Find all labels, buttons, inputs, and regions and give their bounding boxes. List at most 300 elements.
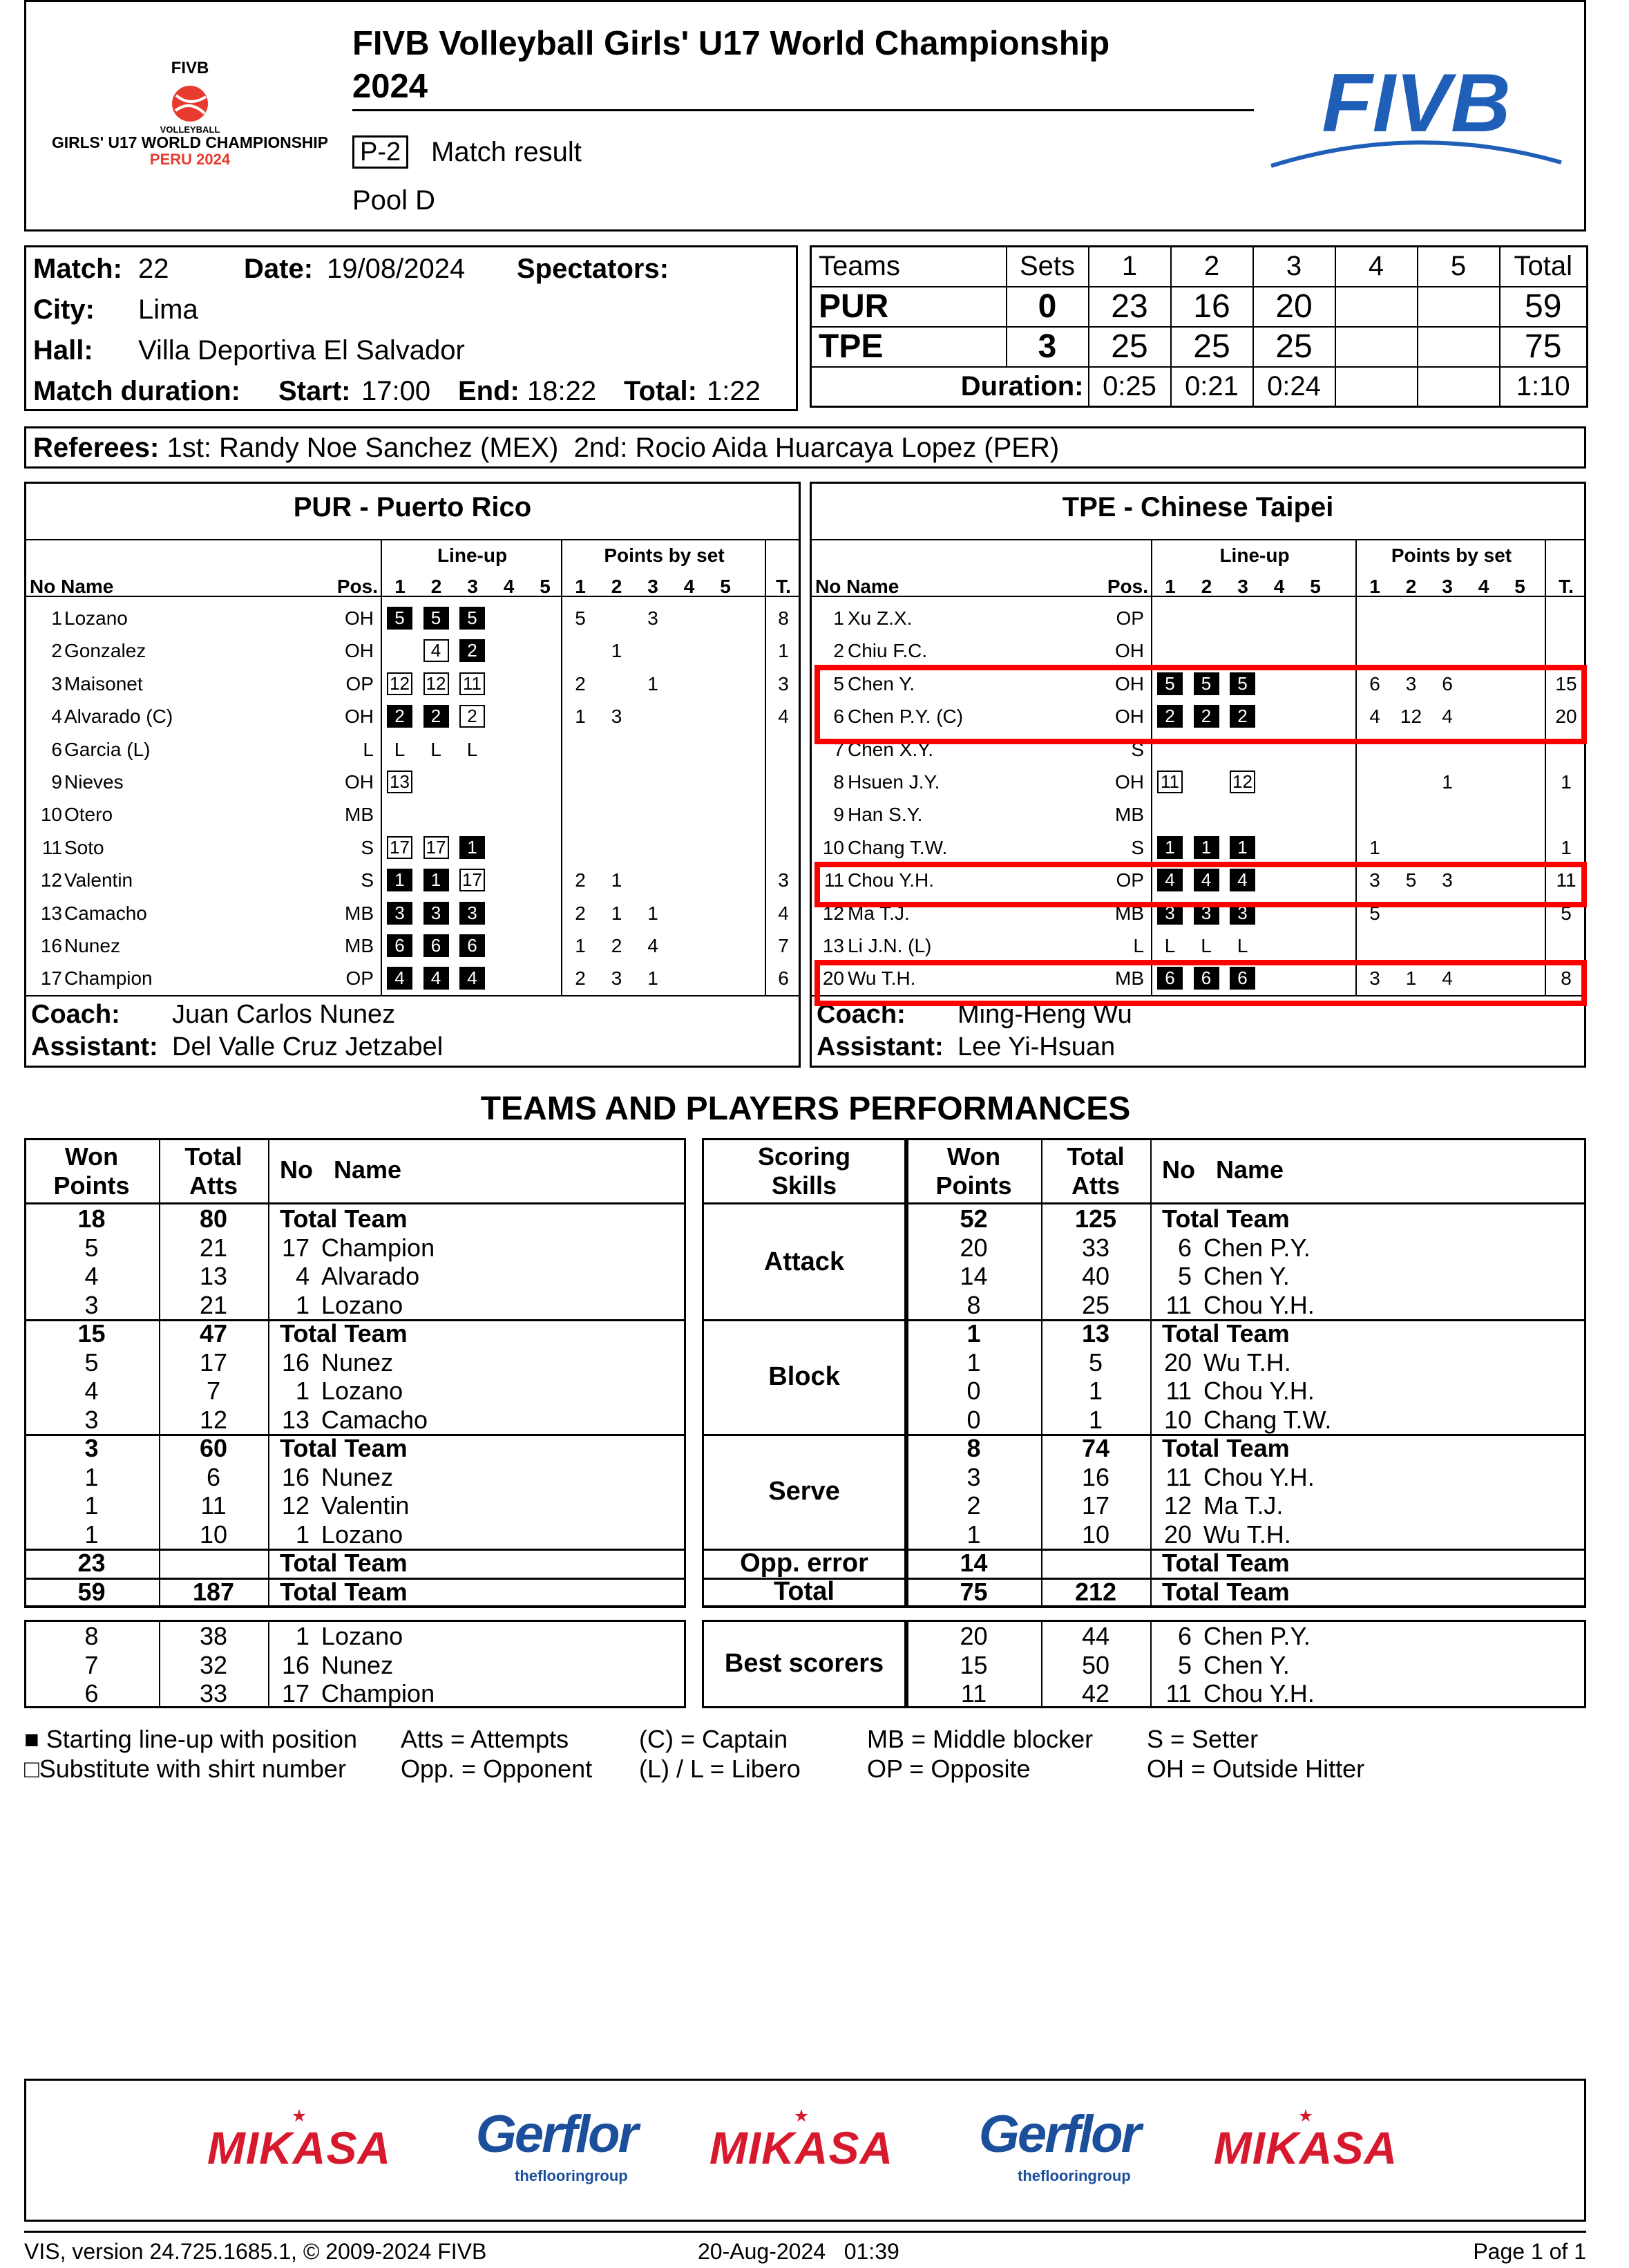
won-points: 20 [960,1233,988,1262]
total-team-label: Total Team [1162,1319,1290,1348]
player-position: OH [345,607,374,629]
left-atts-header-line2: Atts [189,1171,238,1200]
lineup-substitute: 17 [387,836,412,859]
perf-player-number: 10 [1163,1405,1192,1434]
player-position: OH [1115,640,1144,662]
lineup-set-header-2: 2 [430,576,442,597]
referees [33,428,1059,467]
player-position: MB [1115,967,1144,990]
player-number: 9 [833,804,844,826]
player-name: Wu T.H. [848,967,916,990]
lineup-set-header-4: 4 [503,576,515,597]
points-set-2: 1 [1405,967,1417,990]
player-number: 11 [823,869,844,891]
player-position: S [1131,836,1144,858]
score-team: PUR [811,287,1007,327]
perf-player-number: 6 [1177,1233,1192,1262]
best-won-points: 11 [960,1679,987,1708]
skills-header-line1: Scoring [757,1142,850,1171]
score-set1: 23 [1089,287,1171,327]
player-row [24,929,801,962]
player-name: Soto [64,836,104,858]
legend-item: Atts = Attempts [401,1725,569,1753]
mikasa-logo: MIKASA [1213,2122,1398,2173]
lineup-start-position: 2 [1157,705,1183,728]
points-set-2: 3 [611,706,622,728]
perf-player-number: 4 [295,1262,309,1290]
lineup-start-position: 6 [423,934,449,957]
player-row [810,602,1586,634]
total-attempts: 60 [199,1434,228,1462]
points-set-header-1: 1 [1369,576,1380,597]
gerflor-tagline: theflooringroup [515,2167,628,2184]
player-number: 9 [51,771,62,793]
start-value: 17:00 [361,376,431,406]
player-total: 1 [1561,836,1572,858]
points-set-1: 1 [1369,836,1380,858]
assistant-label: Assistant: [31,1032,158,1061]
score-header-set5: 5 [1418,247,1500,287]
perf-player-name: Wu T.H. [1203,1520,1291,1549]
player-number: 7 [833,738,844,760]
points-set-1: 6 [1369,672,1380,694]
duration-set1: 0:25 [1089,367,1171,407]
lineup-start-position: 6 [1194,967,1219,990]
score-set4 [1335,287,1418,327]
lineup-libero: L [394,738,406,760]
perf-divider [702,1434,906,1436]
end-label: End: [458,376,520,406]
player-name: Chen Y. [848,672,915,694]
gerflor-logo: Gerflor [475,2105,637,2164]
score-sets: 3 [1007,327,1089,367]
score-header-set4: 4 [1335,247,1418,287]
perf-divider [702,1202,906,1204]
total-team-label: Total Team [280,1577,408,1606]
coach-name: Juan Carlos Nunez [172,1000,396,1029]
player-total: 15 [1555,672,1577,694]
best-attempts: 44 [1081,1622,1110,1650]
lineup-start-position: 4 [1230,869,1255,891]
assistant-name: Lee Yi-Hsuan [958,1032,1116,1061]
won-points: 23 [77,1549,106,1577]
player-number: 12 [822,902,844,924]
points-set-header-1: 1 [575,576,586,597]
duration-label: Duration: [811,367,1089,407]
coach-label: Coach: [31,1000,120,1029]
lineup-start-position: 2 [1194,705,1219,728]
pos-header: Pos. [336,576,378,597]
lineup-set-header-3: 3 [467,576,478,597]
player-name: Maisonet [64,672,143,694]
total-header: T. [1559,576,1574,597]
skills-header-line2: Skills [771,1171,837,1200]
no-name-header: No Name [30,576,114,597]
won-points: 75 [960,1577,988,1606]
player-number: 10 [822,836,844,858]
perf-player-name: Chang T.W. [1203,1405,1332,1434]
lineup-substitute: 4 [423,639,449,662]
total-attempts: 125 [1074,1204,1117,1233]
title-line1: FIVB Volleyball Girls' U17 World Championship [352,25,1110,62]
perf-player-name: Chen P.Y. [1203,1233,1311,1262]
perf-player-number: 12 [281,1491,309,1520]
total-attempts: 80 [199,1204,228,1233]
player-name: Chen X.Y. [848,738,934,760]
lineup-start-position: 6 [1157,967,1183,990]
total-team-label: Total Team [1162,1434,1290,1462]
lineup-start-position: 5 [459,607,485,630]
skill-label: Block [768,1362,840,1391]
player-total: 4 [778,902,789,924]
lineup-start-position: 2 [1230,705,1255,728]
player-number: 20 [822,967,844,990]
lineup-start-position: 3 [1194,902,1219,925]
total-team-label: Total Team [280,1204,408,1233]
right-atts-header-line2: Atts [1071,1171,1120,1200]
points-set-3: 3 [647,607,658,629]
player-position: S [361,869,374,891]
player-row [24,897,801,929]
total-attempts: 47 [199,1319,228,1348]
event-logo-line1: VOLLEYBALL [160,124,220,135]
legend-item: ■ Starting line-up with position [24,1725,357,1753]
player-row [24,733,801,766]
skill-label: Attack [763,1247,845,1276]
best-attempts: 33 [199,1679,228,1708]
player-number: 6 [833,706,844,728]
player-name: Camacho [64,902,147,924]
perf-player-name: Ma T.J. [1203,1491,1284,1520]
perf-player-name: Chou Y.H. [1203,1462,1315,1491]
points-set-3: 6 [1442,672,1453,694]
roster-divider [24,995,801,996]
lineup-substitute: 12 [423,672,449,695]
player-number: 6 [51,738,62,760]
lineup-start-position: 2 [423,705,449,728]
player-name: Chiu F.C. [848,640,928,662]
legend-item: □Substitute with shirt number [24,1755,346,1783]
event-logo [41,55,332,173]
footer-right: Page 1 of 1 [1473,2239,1586,2264]
lineup-substitute: 17 [423,836,449,859]
team-title-tpe: TPE - Chinese Taipei [1062,492,1334,522]
event-logo-fivb: FIVB [171,59,209,77]
total-label: Total: [624,376,697,406]
legend-item: (C) = Captain [639,1725,788,1753]
won-points: 3 [966,1462,981,1491]
lineup-libero: L [1237,935,1248,956]
no-name-header: No Name [815,576,899,597]
duration-set4 [1335,367,1418,407]
lineup-start-position: 1 [1230,836,1255,859]
city-value: Lima [138,294,198,325]
points-set-2: 5 [1405,869,1417,891]
score-set1: 25 [1089,327,1171,367]
fivb-logo-text: FIVB [1322,59,1511,149]
duration-set5 [1418,367,1500,407]
player-row [24,962,801,994]
lineup-start-position: 3 [459,902,485,925]
player-name: Nunez [64,935,120,956]
footer-left: VIS, version 24.725.1685.1, © 2009-2024 FIVB [24,2239,487,2264]
best-player-name: Chen P.Y. [1203,1622,1311,1650]
best-scorers-label: Best scorers [724,1649,884,1678]
total-attempts: 17 [199,1348,228,1377]
doc-type: Match result [431,137,582,167]
best-player-number: 1 [295,1622,309,1650]
points-set-3: 1 [1442,771,1453,793]
perf-player-number: 1 [295,1290,309,1319]
lineup-start-position: 1 [459,836,485,859]
points-set-header-4: 4 [1478,576,1489,597]
lineup-start-position: 6 [459,934,485,957]
perf-player-number: 17 [281,1233,309,1262]
coach-name: Ming-Heng Wu [958,1000,1132,1029]
player-number: 13 [822,935,844,956]
player-position: OP [1116,607,1144,629]
won-points: 4 [84,1262,99,1290]
player-position: MB [345,804,374,826]
player-number: 2 [51,640,62,662]
player-position: S [361,836,374,858]
player-number: 17 [40,967,62,990]
best-attempts: 42 [1081,1679,1110,1708]
best-attempts: 50 [1081,1650,1110,1679]
fivb-logo [1264,59,1568,176]
points-set-3: 4 [1442,706,1453,728]
score-set2: 16 [1171,287,1253,327]
skill-label: Serve [768,1477,840,1506]
score-set3: 20 [1253,287,1335,327]
score-header-set2: 2 [1171,247,1253,287]
footer-center: 20-Aug-2024 01:39 [698,2239,899,2264]
player-position: MB [1115,804,1144,826]
title-line2: 2024 [352,68,428,105]
best-player-name: Lozano [321,1622,403,1650]
total-attempts: 212 [1074,1577,1117,1606]
score-table [810,245,1588,408]
perf-player-name: Valentin [321,1491,410,1520]
mikasa-logo: MIKASA [709,2122,894,2173]
points-set-header-3: 3 [647,576,658,597]
player-number: 13 [40,902,62,924]
player-position: MB [345,902,374,924]
points-set-3: 4 [647,935,658,956]
pos-header: Pos. [1107,576,1148,597]
points-set-2: 1 [611,640,622,662]
perf-player-number: 16 [281,1462,309,1491]
lineup-start-position: 1 [1194,836,1219,859]
player-name: Li J.N. (L) [848,935,932,956]
points-set-2: 1 [611,869,622,891]
won-points: 8 [966,1290,981,1319]
gerflor-tagline: theflooringroup [1018,2167,1131,2184]
won-points: 1 [966,1520,981,1549]
lineup-substitute: 17 [459,869,485,891]
player-position: L [363,738,374,760]
best-attempts: 32 [199,1650,228,1679]
legend-item: MB = Middle blocker [867,1725,1094,1753]
points-set-1: 3 [1369,967,1380,990]
player-name: Xu Z.X. [848,607,913,629]
points-set-2: 1 [611,902,622,924]
right-won-header-line1: Won [946,1142,1001,1171]
points-set-2: 3 [611,967,622,990]
player-position: OP [345,672,374,694]
best-player-number: 11 [1165,1679,1192,1708]
player-row [810,634,1586,667]
best-player-number: 6 [1177,1622,1192,1650]
points-set-1: 5 [1369,902,1380,924]
lineup-start-position: 1 [387,869,412,891]
lineup-libero: L [466,738,478,760]
lineup-start-position: 5 [1230,672,1255,695]
points-set-1: 1 [575,706,586,728]
player-position: MB [1115,902,1144,924]
total-team-label: Total Team [280,1549,408,1577]
player-total: 1 [778,640,789,662]
assistant-label: Assistant: [817,1032,944,1061]
pool-label: Pool D [352,185,436,216]
assistant-name: Del Valle Cruz Jetzabel [172,1032,444,1061]
perf-player-name: Camacho [321,1405,428,1434]
player-position: OH [1115,771,1144,793]
total-team-label: Total Team [1162,1204,1290,1233]
points-set-1: 1 [575,935,586,956]
best-player-number: 17 [281,1679,309,1708]
lineup-set-header-1: 1 [1165,576,1176,597]
player-row [24,798,801,831]
start-label: Start: [278,376,351,406]
points-set-3: 3 [1442,869,1453,891]
lineup-start-position: 6 [387,934,412,957]
hall-value: Villa Deportiva El Salvador [138,335,465,366]
perf-divider [702,1606,906,1608]
points-set-header-2: 2 [611,576,622,597]
lineup-substitute: 12 [1230,771,1255,793]
best-player-name: Champion [321,1679,435,1708]
player-name: Chen P.Y. (C) [848,706,964,728]
total-team-label: Total Team [280,1319,408,1348]
won-points: 3 [84,1434,99,1462]
lineup-set-header-1: 1 [394,576,406,597]
player-number: 3 [51,672,62,694]
volleyball-icon [172,86,208,122]
player-total: 8 [778,607,789,629]
date-value: 19/08/2024 [327,254,466,284]
points-set-header-5: 5 [720,576,731,597]
won-points: 1 [966,1348,981,1377]
won-points: 15 [77,1319,106,1348]
player-number: 11 [41,836,62,858]
page-title [352,22,1250,108]
total-team-label: Total Team [1162,1577,1290,1606]
points-set-header-5: 5 [1514,576,1525,597]
score-total: 75 [1500,327,1588,367]
won-points: 5 [84,1348,99,1377]
player-position: S [1131,738,1144,760]
player-name: Lozano [64,607,128,629]
score-header-sets: Sets [1007,247,1089,287]
score-header-set3: 3 [1253,247,1335,287]
total-attempts: 40 [1081,1262,1110,1290]
team-title-pur: PUR - Puerto Rico [293,492,532,522]
lineup-start-position: 4 [459,967,485,990]
match-info [33,249,793,412]
total-attempts: 13 [199,1262,228,1290]
points-set-2: 2 [611,935,622,956]
lineup-header: Line-up [1219,545,1290,566]
player-row [810,831,1586,864]
highlight-box [814,862,1587,907]
referees-text: 1st: Randy Noe Sanchez (MEX) 2nd: Rocio Aida Huarcaya Lopez (PER) [166,433,1060,463]
perf-divider [24,1606,686,1608]
player-row [24,668,801,700]
player-name: Nieves [64,771,124,793]
coach-label: Coach: [817,1000,906,1029]
player-row [24,602,801,634]
total-attempts: 21 [199,1290,228,1319]
duration-set3: 0:24 [1253,367,1335,407]
lineup-start-position: 3 [1157,902,1183,925]
player-number: 1 [51,607,62,629]
roster-divider [810,539,1586,540]
lineup-substitute: 13 [387,771,412,793]
won-points: 8 [966,1434,981,1462]
player-number: 12 [40,869,62,891]
score-set5 [1418,327,1500,367]
footer-line [24,2231,1586,2233]
won-points: 14 [960,1549,988,1577]
player-number: 2 [833,640,844,662]
lineup-start-position: 4 [1157,869,1183,891]
total-attempts: 5 [1088,1348,1103,1377]
perf-player-name: Champion [321,1233,435,1262]
player-row [810,798,1586,831]
left-won-header-line1: Won [64,1142,119,1171]
points-header: Points by set [604,545,725,566]
perf-player-name: Lozano [321,1520,403,1549]
player-number: 4 [51,706,62,728]
best-player-number: 5 [1177,1650,1192,1679]
won-points: 18 [77,1204,106,1233]
player-position: OH [1115,672,1144,694]
right-atts-header-line1: Total [1067,1142,1125,1171]
score-header-teams: Teams [811,247,1007,287]
best-won-points: 15 [960,1650,988,1679]
perf-player-name: Chen Y. [1203,1262,1290,1290]
lineup-substitute: 11 [459,672,485,695]
total-attempts: 74 [1081,1434,1110,1462]
lineup-set-header-5: 5 [540,576,551,597]
player-name: Gonzalez [64,640,146,662]
score-row-tpe [811,327,1588,367]
won-points: 1 [84,1491,99,1520]
perf-player-number: 1 [295,1520,309,1549]
best-player-name: Chen Y. [1203,1650,1290,1679]
points-set-1: 2 [575,902,586,924]
best-player-name: Nunez [321,1650,394,1679]
player-total: 4 [778,706,789,728]
score-header-total: Total [1500,247,1588,287]
mikasa-logo: MIKASA [207,2122,392,2173]
total-attempts: 1 [1088,1377,1103,1405]
match-number: 22 [138,254,169,284]
lineup-start-position: 1 [423,869,449,891]
player-total: 3 [778,672,789,694]
player-position: MB [345,935,374,956]
